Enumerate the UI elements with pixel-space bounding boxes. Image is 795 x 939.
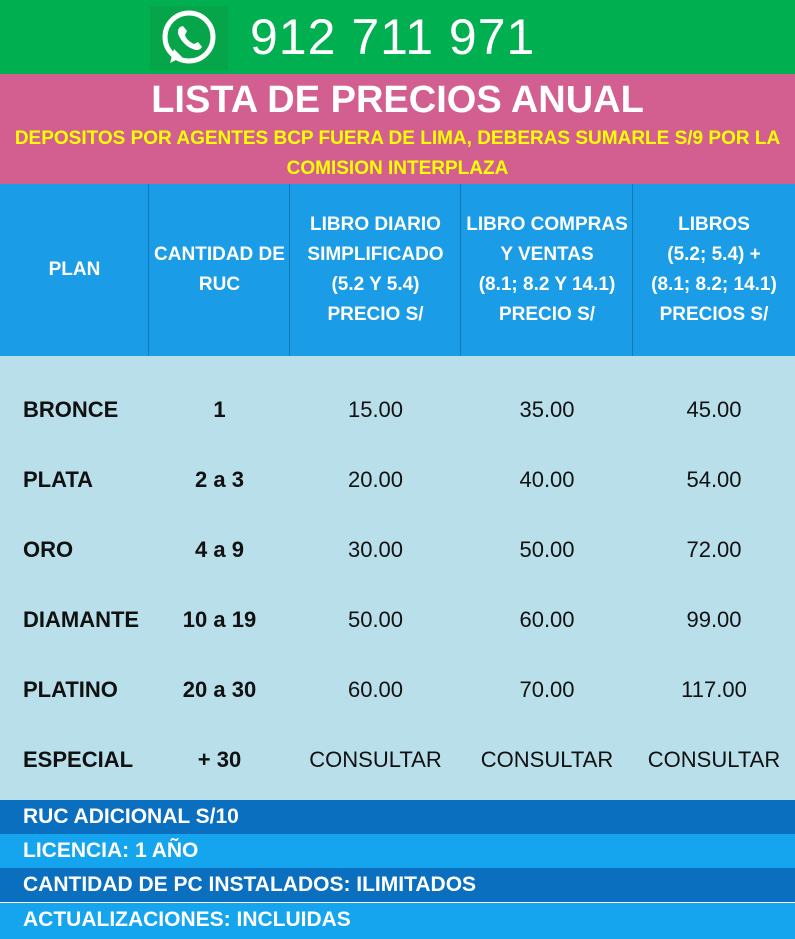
footer-pc-installs: CANTIDAD DE PC INSTALADOS: ILIMITADOS bbox=[0, 868, 795, 902]
column-divider bbox=[460, 184, 461, 356]
header-line: (5.2 Y 5.4) bbox=[331, 274, 420, 295]
price-libros: 45.00 bbox=[686, 397, 742, 422]
header-libro-diario bbox=[290, 184, 461, 356]
ruc-count: 2 a 3 bbox=[195, 467, 244, 492]
header-libro-compras bbox=[461, 184, 633, 356]
price-diario: 60.00 bbox=[347, 677, 404, 702]
header-libros-combo bbox=[633, 184, 795, 356]
price-diario: 20.00 bbox=[347, 467, 404, 492]
header-line: (8.1; 8.2; 14.1) bbox=[651, 274, 777, 295]
header-line: RUC bbox=[198, 274, 241, 295]
price-diario: 50.00 bbox=[347, 607, 404, 632]
header-plan-line: PLAN bbox=[48, 259, 101, 280]
price-compras: 40.00 bbox=[519, 467, 575, 492]
column-divider bbox=[632, 184, 633, 356]
footer-additional-ruc: RUC ADICIONAL S/10 bbox=[0, 800, 795, 834]
ruc-count: 1 bbox=[213, 397, 226, 422]
price-libros: 99.00 bbox=[686, 607, 742, 632]
table-row bbox=[0, 585, 795, 655]
plan-name: ESPECIAL bbox=[23, 747, 134, 772]
notice-line-1: DEPOSITOS POR AGENTES BCP FUERA DE LIMA, DEBERAS SUMARLE S/9 POR LA bbox=[14, 128, 781, 149]
price-table-body bbox=[0, 356, 795, 800]
table-row bbox=[0, 725, 795, 795]
plan-name: PLATA bbox=[23, 467, 94, 492]
plan-name: BRONCE bbox=[23, 397, 119, 422]
price-diario: 15.00 bbox=[347, 397, 404, 422]
plan-name: PLATINO bbox=[23, 677, 118, 702]
header-line: PRECIO S/ bbox=[498, 304, 596, 325]
column-divider bbox=[148, 184, 149, 356]
plan-name: DIAMANTE bbox=[23, 607, 140, 632]
price-compras: 35.00 bbox=[519, 397, 575, 422]
price-libros: CONSULTAR bbox=[647, 747, 781, 772]
footer-updates: ACTUALIZACIONES: INCLUIDAS bbox=[0, 903, 795, 939]
header-line: (5.2; 5.4) + bbox=[667, 244, 761, 265]
column-divider bbox=[289, 184, 290, 356]
ruc-count: 20 a 30 bbox=[182, 677, 257, 702]
notice-line-2: COMISION INTERPLAZA bbox=[286, 158, 509, 179]
price-compras: 60.00 bbox=[519, 607, 575, 632]
contact-bar bbox=[0, 0, 795, 74]
ruc-count: + 30 bbox=[197, 747, 242, 772]
price-diario: CONSULTAR bbox=[309, 747, 442, 772]
header-plan bbox=[0, 184, 149, 356]
plan-name: ORO bbox=[23, 537, 74, 562]
header-line: CANTIDAD DE bbox=[154, 244, 285, 265]
price-libros: 54.00 bbox=[686, 467, 742, 492]
table-row bbox=[0, 655, 795, 725]
ruc-count: 10 a 19 bbox=[182, 607, 257, 632]
footer-license: LICENCIA: 1 AÑO bbox=[0, 834, 795, 868]
page-title: LISTA DE PRECIOS ANUAL bbox=[151, 79, 644, 121]
header-line: PRECIO S/ bbox=[327, 304, 424, 325]
whatsapp-icon bbox=[150, 6, 228, 70]
header-line: PRECIOS S/ bbox=[659, 304, 769, 325]
commission-notice bbox=[0, 124, 795, 184]
price-libros: 72.00 bbox=[686, 537, 742, 562]
header-line: Y VENTAS bbox=[500, 244, 594, 265]
price-compras: CONSULTAR bbox=[480, 747, 614, 772]
price-compras: 50.00 bbox=[519, 537, 575, 562]
title-banner bbox=[0, 74, 795, 184]
table-row bbox=[0, 445, 795, 515]
header-ruc-count bbox=[149, 184, 290, 356]
ruc-count: 4 a 9 bbox=[195, 537, 244, 562]
price-diario: 30.00 bbox=[347, 537, 404, 562]
header-line: (8.1; 8.2 Y 14.1) bbox=[478, 274, 616, 295]
table-row bbox=[0, 375, 795, 445]
table-header bbox=[0, 184, 795, 356]
price-compras: 70.00 bbox=[519, 677, 575, 702]
price-libros: 117.00 bbox=[681, 677, 747, 702]
header-line: LIBROS bbox=[678, 214, 750, 235]
header-line: SIMPLIFICADO bbox=[307, 244, 444, 265]
phone-number: 912 711 971 bbox=[250, 9, 536, 65]
header-line: LIBRO COMPRAS bbox=[466, 214, 628, 235]
header-line: LIBRO DIARIO bbox=[310, 214, 441, 235]
table-row bbox=[0, 515, 795, 585]
